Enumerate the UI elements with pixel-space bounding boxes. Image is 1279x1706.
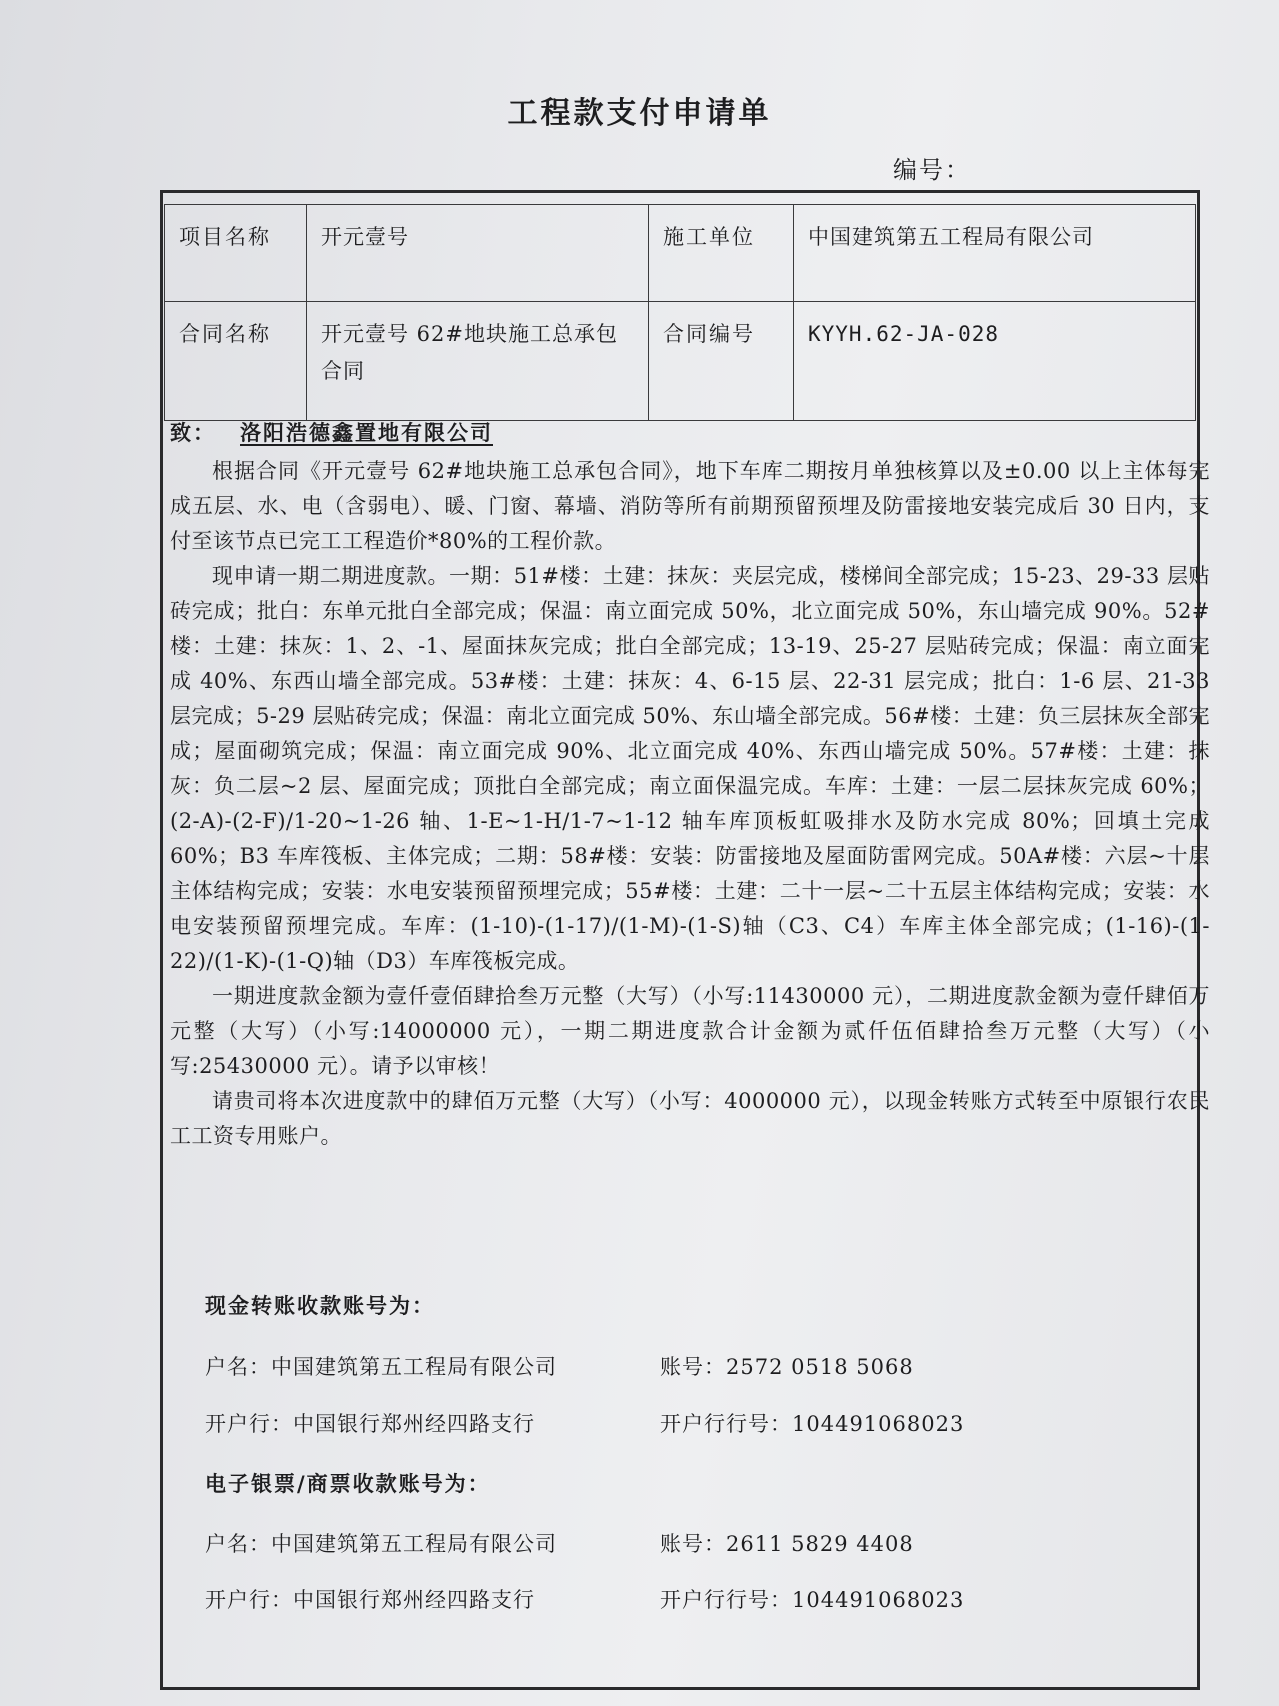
paragraph-payment-amounts: 一期进度款金额为壹仟壹佰肆拾叁万元整（大写）（小写:11430000 元），二期进度款金额为壹仟肆佰万元整（大写）（小写:14000000 元），一期二期进度款合计金额为贰仟伍佰肆拾叁万元整（大写）（小写:25430000 元）。请予以审核！ xyxy=(170,984,1210,1078)
ebill-account-number: 账号：2611 5829 4408 xyxy=(660,1532,914,1556)
ebill-account-row-1 xyxy=(205,1528,1165,1558)
contractor-label: 施工单位 xyxy=(649,205,794,302)
project-name-label: 项目名称 xyxy=(165,205,307,302)
letter-body xyxy=(170,415,1210,1154)
ebill-account-heading: 电子银票/商票收款账号为： xyxy=(205,1471,491,1496)
contract-name-label: 合同名称 xyxy=(165,302,307,421)
paragraph-progress-details: 现申请一期二期进度款。一期：51#楼：土建：抹灰：夹层完成，楼梯间全部完成；15-23、29-33 层贴砖完成；批白：东单元批白全部完成；保温：南立面完成 50%，北立面完成 50%，东山墙完成 90%。52#楼：土建：抹灰：1、2、-1、屋面抹灰完成；批白全部完成；13-19、25-27 层贴砖完成；保温：南立面完成 40%、东西山墙全部完成。53#楼：土建：抹灰：4、6-15 层、22-31 层完成；批白：1-6 层、21-33 层完成；5-29 层贴砖完成；保温：南北立面完成 50%、东山墙全部完成。56#楼：土建：负三层抹灰全部完成；屋面砌筑完成；保温：南立面完成 90%、北立面完成 40%、东西山墙完成 50%。57#楼：土建：抹灰：负二层~2 层、屋面完成；顶批白全部完成；南立面保温完成。车库：土建：一层二层抹灰完成 60%；(2-A)-(2-F)/1-20~1-26 轴、1-E~1-H/1-7~1-12 轴车库顶板虹吸排水及防水完成 80%；回填土完成 60%；B3 车库筏板、主体完成；二期：58#楼：安装：防雷接地及屋面防雷网完成。50A#楼：六层~十层主体结构完成；安装：水电安装预留预埋完成；55#楼：土建：二十一层~二十五层主体结构完成；安装：水电安装预留预埋完成。车库：(1-10)-(1-17)/(1-M)-(1-S)轴（C3、C4）车库主体全部完成；(1-16)-(1-22)/(1-K)-(1-Q)轴（D3）车库筏板完成。 xyxy=(170,564,1210,973)
ebill-account-bank: 开户行：中国银行郑州经四路支行 xyxy=(205,1588,535,1612)
project-info-table xyxy=(164,204,1196,421)
paragraph-contract-basis: 根据合同《开元壹号 62#地块施工总承包合同》，地下车库二期按月单独核算以及±0.00 以上主体每完成五层、水、电（含弱电）、暖、门窗、幕墙、消防等所有前期预留预埋及防雷接地安装完成后 30 日内，支付至该节点已完工工程造价*80%的工程价款。 xyxy=(170,459,1210,553)
paragraph-transfer-request: 请贵司将本次进度款中的肆佰万元整（大写）（小写：4000000 元），以现金转账方式转至中原银行农民工工资专用账户。 xyxy=(170,1089,1210,1148)
contract-number-value: KYYH.62-JA-028 xyxy=(794,302,1196,421)
project-name-value: 开元壹号 xyxy=(307,205,649,302)
serial-number-label: 编号： xyxy=(893,156,971,184)
contract-name-value: 开元壹号 62#地块施工总承包合同 xyxy=(307,302,649,421)
cash-account-bank-code: 开户行行号：104491068023 xyxy=(660,1412,965,1436)
document-title: 工程款支付申请单 xyxy=(507,96,772,131)
ebill-account-row-2 xyxy=(205,1584,1165,1614)
cash-account-row-1 xyxy=(205,1351,1165,1381)
ebill-account-holder: 户名：中国建筑第五工程局有限公司 xyxy=(205,1532,557,1556)
cash-account-number: 账号：2572 0518 5068 xyxy=(660,1355,914,1379)
ebill-account-bank-code: 开户行行号：104491068023 xyxy=(660,1588,965,1612)
cash-account-bank: 开户行：中国银行郑州经四路支行 xyxy=(205,1412,535,1436)
contractor-value: 中国建筑第五工程局有限公司 xyxy=(794,205,1196,302)
cash-account-heading: 现金转账收款账号为： xyxy=(205,1293,435,1318)
addressee-line xyxy=(170,415,1210,450)
addressee-prefix: 致： xyxy=(170,420,216,445)
contract-number-label: 合同编号 xyxy=(649,302,794,421)
table-row xyxy=(165,205,1196,302)
table-row xyxy=(165,302,1196,421)
cash-account-row-2 xyxy=(205,1408,1165,1438)
cash-account-holder: 户名：中国建筑第五工程局有限公司 xyxy=(205,1355,557,1379)
addressee-name: 洛阳浩德鑫置地有限公司 xyxy=(240,420,493,445)
